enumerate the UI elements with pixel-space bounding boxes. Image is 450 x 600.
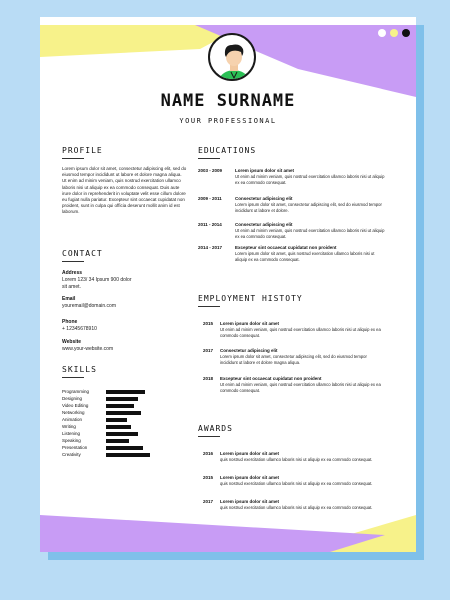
skill-name: Presentation <box>62 445 88 450</box>
skill-bar <box>106 446 143 450</box>
education-year: 2014 - 2017 <box>198 245 223 250</box>
contact-rule <box>62 261 84 262</box>
email-label: Email <box>62 296 76 302</box>
education-desc: Lorem ipsum dolor sit amet, consectetur adipiscing elit, sed do eiusmod tempor incididunt ut labore et dolore. <box>235 202 382 213</box>
address-label: Address <box>62 270 83 276</box>
education-desc: Ut enim ad minim veniam, quis nostrud exercitation ullamco laboris nisi ut aliquip ex ea commodo consequat. <box>235 228 385 239</box>
employment-desc: Lorem ipsum dolor sit amet, consectetur adipiscing elit, sed do eiusmod tempor incididunt ut labore et dolore magna aliqua. <box>220 354 367 365</box>
professional-title: YOUR PROFESSIONAL <box>179 117 277 125</box>
employment-title: Consectetur adipiscing elit <box>220 348 278 353</box>
education-desc: Ut enim ad minim veniam, quis nostrud exercitation ullamco laboris nisi ut aliquip ex ea commodo consequat. <box>235 174 385 185</box>
skill-name: Networking <box>62 410 85 415</box>
award-desc: quis nostrud exercitation ullamco laboris nisi ut aliquip ex ea commodo consequat. <box>220 457 373 462</box>
skill-bar <box>106 418 127 422</box>
award-year: 2016 <box>203 451 214 456</box>
skill-name: Programming <box>62 389 90 394</box>
skills-heading: SKILLS <box>62 365 97 374</box>
resume-sheet <box>40 17 416 552</box>
education-title: Excepteur sint occaecat cupidatat non proident <box>235 245 337 250</box>
award-title: Lorem ipsum dolor sit amet <box>220 499 280 504</box>
award-title: Lorem ipsum dolor sit amet <box>220 475 280 480</box>
skill-row <box>62 432 152 437</box>
window-dot-yellow <box>390 29 398 37</box>
skill-bar <box>106 439 129 443</box>
skill-bar <box>106 411 141 415</box>
employment-year: 2018 <box>203 376 214 381</box>
contact-heading: CONTACT <box>62 249 103 258</box>
employment-year: 2017 <box>203 348 214 353</box>
candidate-name: NAME SURNAME <box>160 91 296 111</box>
website-value: www.your-website.com <box>62 346 114 352</box>
award-desc: quis nostrud exercitation ullamco laboris nisi ut aliquip ex ea commodo consequat. <box>220 481 373 486</box>
skill-bar <box>106 404 134 408</box>
website-label: Website <box>62 339 82 345</box>
skill-name: Writing <box>62 424 76 429</box>
skill-row <box>62 397 152 402</box>
education-year: 2009 - 2011 <box>198 196 222 201</box>
window-dot-white <box>378 29 386 37</box>
phone-value: + 12345678910 <box>62 326 97 332</box>
profile-text: Lorem ipsum dolor sit amet, consectetur adipiscing elit, sed do eiusmod tempor incididunt ut labore et dolore magna aliqua. Ut enim ad minim veniam, quis nostrud exercitation ullamco laboris nisi ut aliquip ex ea commodo consequat. Duis aute irure dolor in reprehenderit in voluptate velit esse cillum dolore eu fugiat nulla pariatur. Excepteur sint occaecat cupidatat non proident, sunt in culpa qui officia deserunt mollit anim id est laborum. <box>62 166 187 215</box>
awards-rule <box>198 436 220 437</box>
skill-name: Video Editing <box>62 403 89 408</box>
skill-bar <box>106 397 138 401</box>
skill-bar <box>106 390 145 394</box>
award-title: Lorem ipsum dolor sit amet <box>220 451 280 456</box>
education-title: Consectetur adipiscing elit <box>235 222 293 227</box>
education-title: Consectetur adipiscing elit <box>235 196 293 201</box>
skill-name: Designing <box>62 396 83 401</box>
employment-desc: Ut enim ad minim veniam, quis nostrud exercitation ullamco laboris nisi ut aliquip ex ea commodo consequat. <box>220 382 381 393</box>
award-desc: quis nostrud exercitation ullamco laboris nisi ut aliquip ex ea commodo consequat. <box>220 505 373 510</box>
employment-rule <box>198 306 220 307</box>
skill-row <box>62 446 152 451</box>
educations-heading: EDUCATIONS <box>198 146 257 155</box>
skill-row <box>62 404 152 409</box>
skill-bar <box>106 432 138 436</box>
skill-name: Animation <box>62 417 83 422</box>
skill-row <box>62 439 152 444</box>
educations-rule <box>198 158 220 159</box>
window-dot-black <box>402 29 410 37</box>
phone-label: Phone <box>62 319 78 325</box>
skill-row <box>62 390 152 395</box>
skill-name: Listening <box>62 431 81 436</box>
skill-row <box>62 425 152 430</box>
skill-row <box>62 453 152 458</box>
employment-title: Lorem ipsum dolor sit amet <box>220 321 280 326</box>
skills-rule <box>62 377 84 378</box>
skill-row <box>62 411 152 416</box>
skill-row <box>62 418 152 423</box>
employment-title: Excepteur sint occaecat cupidatat non proident <box>220 376 322 381</box>
profile-heading: PROFILE <box>62 146 103 155</box>
award-year: 2015 <box>203 475 214 480</box>
education-year: 2003 - 2009 <box>198 168 223 173</box>
address-line1: Lorem 123/ 34 Ipsum 900 dolor <box>62 277 132 283</box>
education-title: Lorem ipsum dolor sit amet <box>235 168 295 173</box>
bottom-purple-shape <box>40 515 385 552</box>
education-year: 2011 - 2014 <box>198 222 222 227</box>
skill-bar <box>106 425 131 429</box>
skill-bar <box>106 453 150 457</box>
employment-year: 2015 <box>203 321 214 326</box>
award-year: 2017 <box>203 499 214 504</box>
skill-name: Speaking <box>62 438 81 443</box>
awards-heading: AWARDS <box>198 424 233 433</box>
address-line2: sit amet. <box>62 284 81 290</box>
profile-rule <box>62 158 84 159</box>
employment-heading: EMPLOYMENT HISTOTY <box>198 294 303 303</box>
avatar <box>208 33 256 81</box>
employment-desc: Ut enim ad minim veniam, quis nostrud exercitation ullamco laboris nisi ut aliquip ex ea commodo consequat. <box>220 327 381 338</box>
education-desc: Lorem ipsum dolor sit amet, quis nostrud exercitation ullamco laboris nisi ut aliquip ex ea commodo consequat. <box>235 251 375 262</box>
skill-name: Creativity <box>62 452 81 457</box>
email-value: youremail@domain.com <box>62 303 116 309</box>
